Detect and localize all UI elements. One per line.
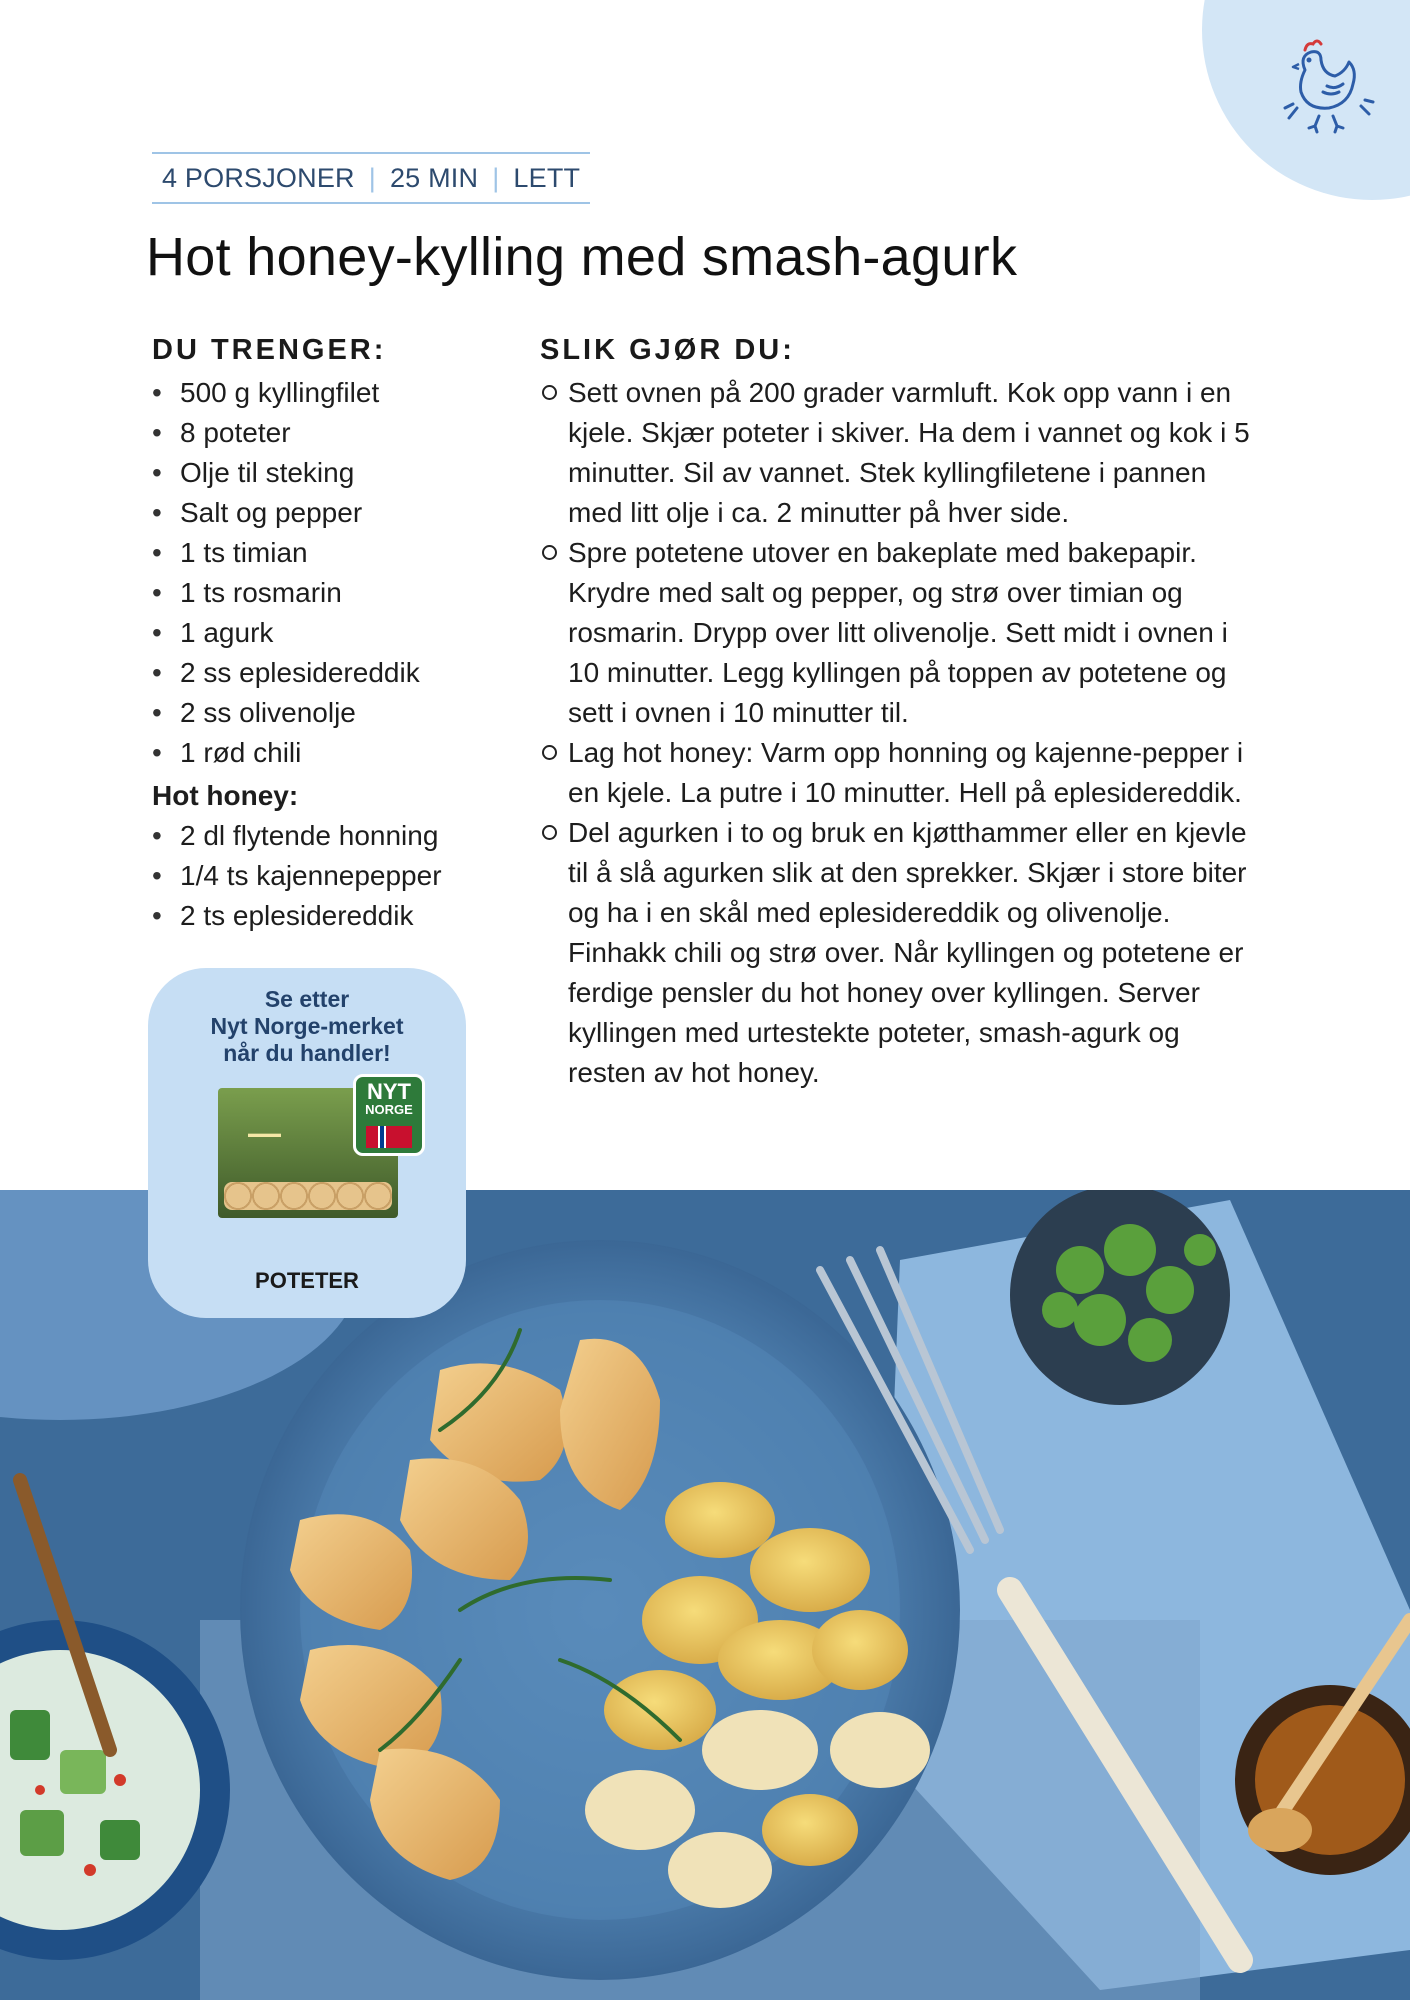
step-circle-icon [542,745,557,760]
ingredients-list [150,373,500,773]
portions: 4 PORSJONER [162,162,355,193]
cook-time: 25 MIN [389,162,479,193]
ingredient-item: • 2 dl flytende honning [150,816,500,856]
norway-flag-icon [366,1126,412,1148]
step-text: Sett ovnen på 200 grader varmluft. Kok opp vann i en kjele. Skjær poteter i skiver. Ha dem i vannet og kok i 5 minutter. Sil av vannet. Stek kyllingfiletene i pannen med litt olje i ca. 2 minutter på hver side. [568,377,1250,528]
ingredient-item: • 2 ss olivenolje [150,693,500,733]
ingredient-item: • 1 rød chili [150,733,500,773]
badge-norge: NORGE [365,1102,413,1117]
ingredient-item: • 1 agurk [150,613,500,653]
steps-list [540,373,1260,1093]
step-text: Spre potetene utover en bakeplate med bakepapir. Krydre med salt og pepper, og strø over timian og rosmarin. Drypp over litt olivenolje. Sett midt i ovnen i 10 minutter. Legg kyllingen på toppen av potetene og sett i ovnen i 10 minutter til. [568,537,1228,728]
ingredient-item: • 1 ts timian [150,533,500,573]
ingredients-heading: DU TRENGER: [152,334,387,366]
recipe-title: Hot honey-kylling med smash-agurk [146,227,1018,287]
nyt-norge-promo [148,968,466,1318]
nyt-norge-badge [353,1074,425,1156]
promo-line: Nyt Norge-merket [210,1013,404,1039]
ingredient-item: • 8 poteter [150,413,500,453]
hot-honey-heading: Hot honey: [152,780,299,811]
step-circle-icon [542,385,557,400]
promo-line: når du handler! [223,1040,391,1066]
ingredient-item: • 500 g kyllingfilet [150,373,500,413]
promo-line: Se etter [264,986,350,1012]
ingredient-item: • 1 ts rosmarin [150,573,500,613]
promo-text [148,986,466,1067]
hot-honey-list [150,816,500,936]
step-text: Del agurken i to og bruk en kjøtthammer eller en kjevle til å slå agurken slik at den sprekker. Skjær i store biter og ha i en skål med eplesidereddik og olivenolje. Finhakk chili og strø over. Når kyllingen og potetene er ferdige pensler du hot honey over kyllingen. Server kyllingen med urtestekte poteter, smash-agurk og resten av hot honey. [568,817,1247,1088]
ingredient-item: • 2 ts eplesidereddik [150,896,500,936]
recipe-meta [152,152,590,204]
step-text: Lag hot honey: Varm opp honning og kajenne-pepper i en kjele. La putre i 10 minutter. Hell på eplesidereddik. [568,737,1244,808]
ingredient-item: • 2 ss eplesidereddik [150,653,500,693]
ingredient-item: • 1/4 ts kajennepepper [150,856,500,896]
ingredient-item: • Salt og pepper [150,493,500,533]
package-label-graphic: ▬▬▬ [248,1128,281,1140]
hen-icon [1275,30,1385,140]
potatoes-graphic [224,1182,392,1210]
step-circle-icon [542,545,557,560]
ingredient-item: • Olje til steking [150,453,500,493]
difficulty: LETT [513,162,581,193]
meta-separator: | [492,162,500,193]
step-item [540,813,1260,1093]
step-item [540,533,1260,733]
step-circle-icon [542,825,557,840]
steps-heading: SLIK GJØR DU: [540,334,795,366]
badge-nyt: NYT [367,1079,411,1104]
meta-separator: | [368,162,376,193]
product-label: POTETER [255,1268,359,1293]
step-item [540,733,1260,813]
step-item [540,373,1260,533]
